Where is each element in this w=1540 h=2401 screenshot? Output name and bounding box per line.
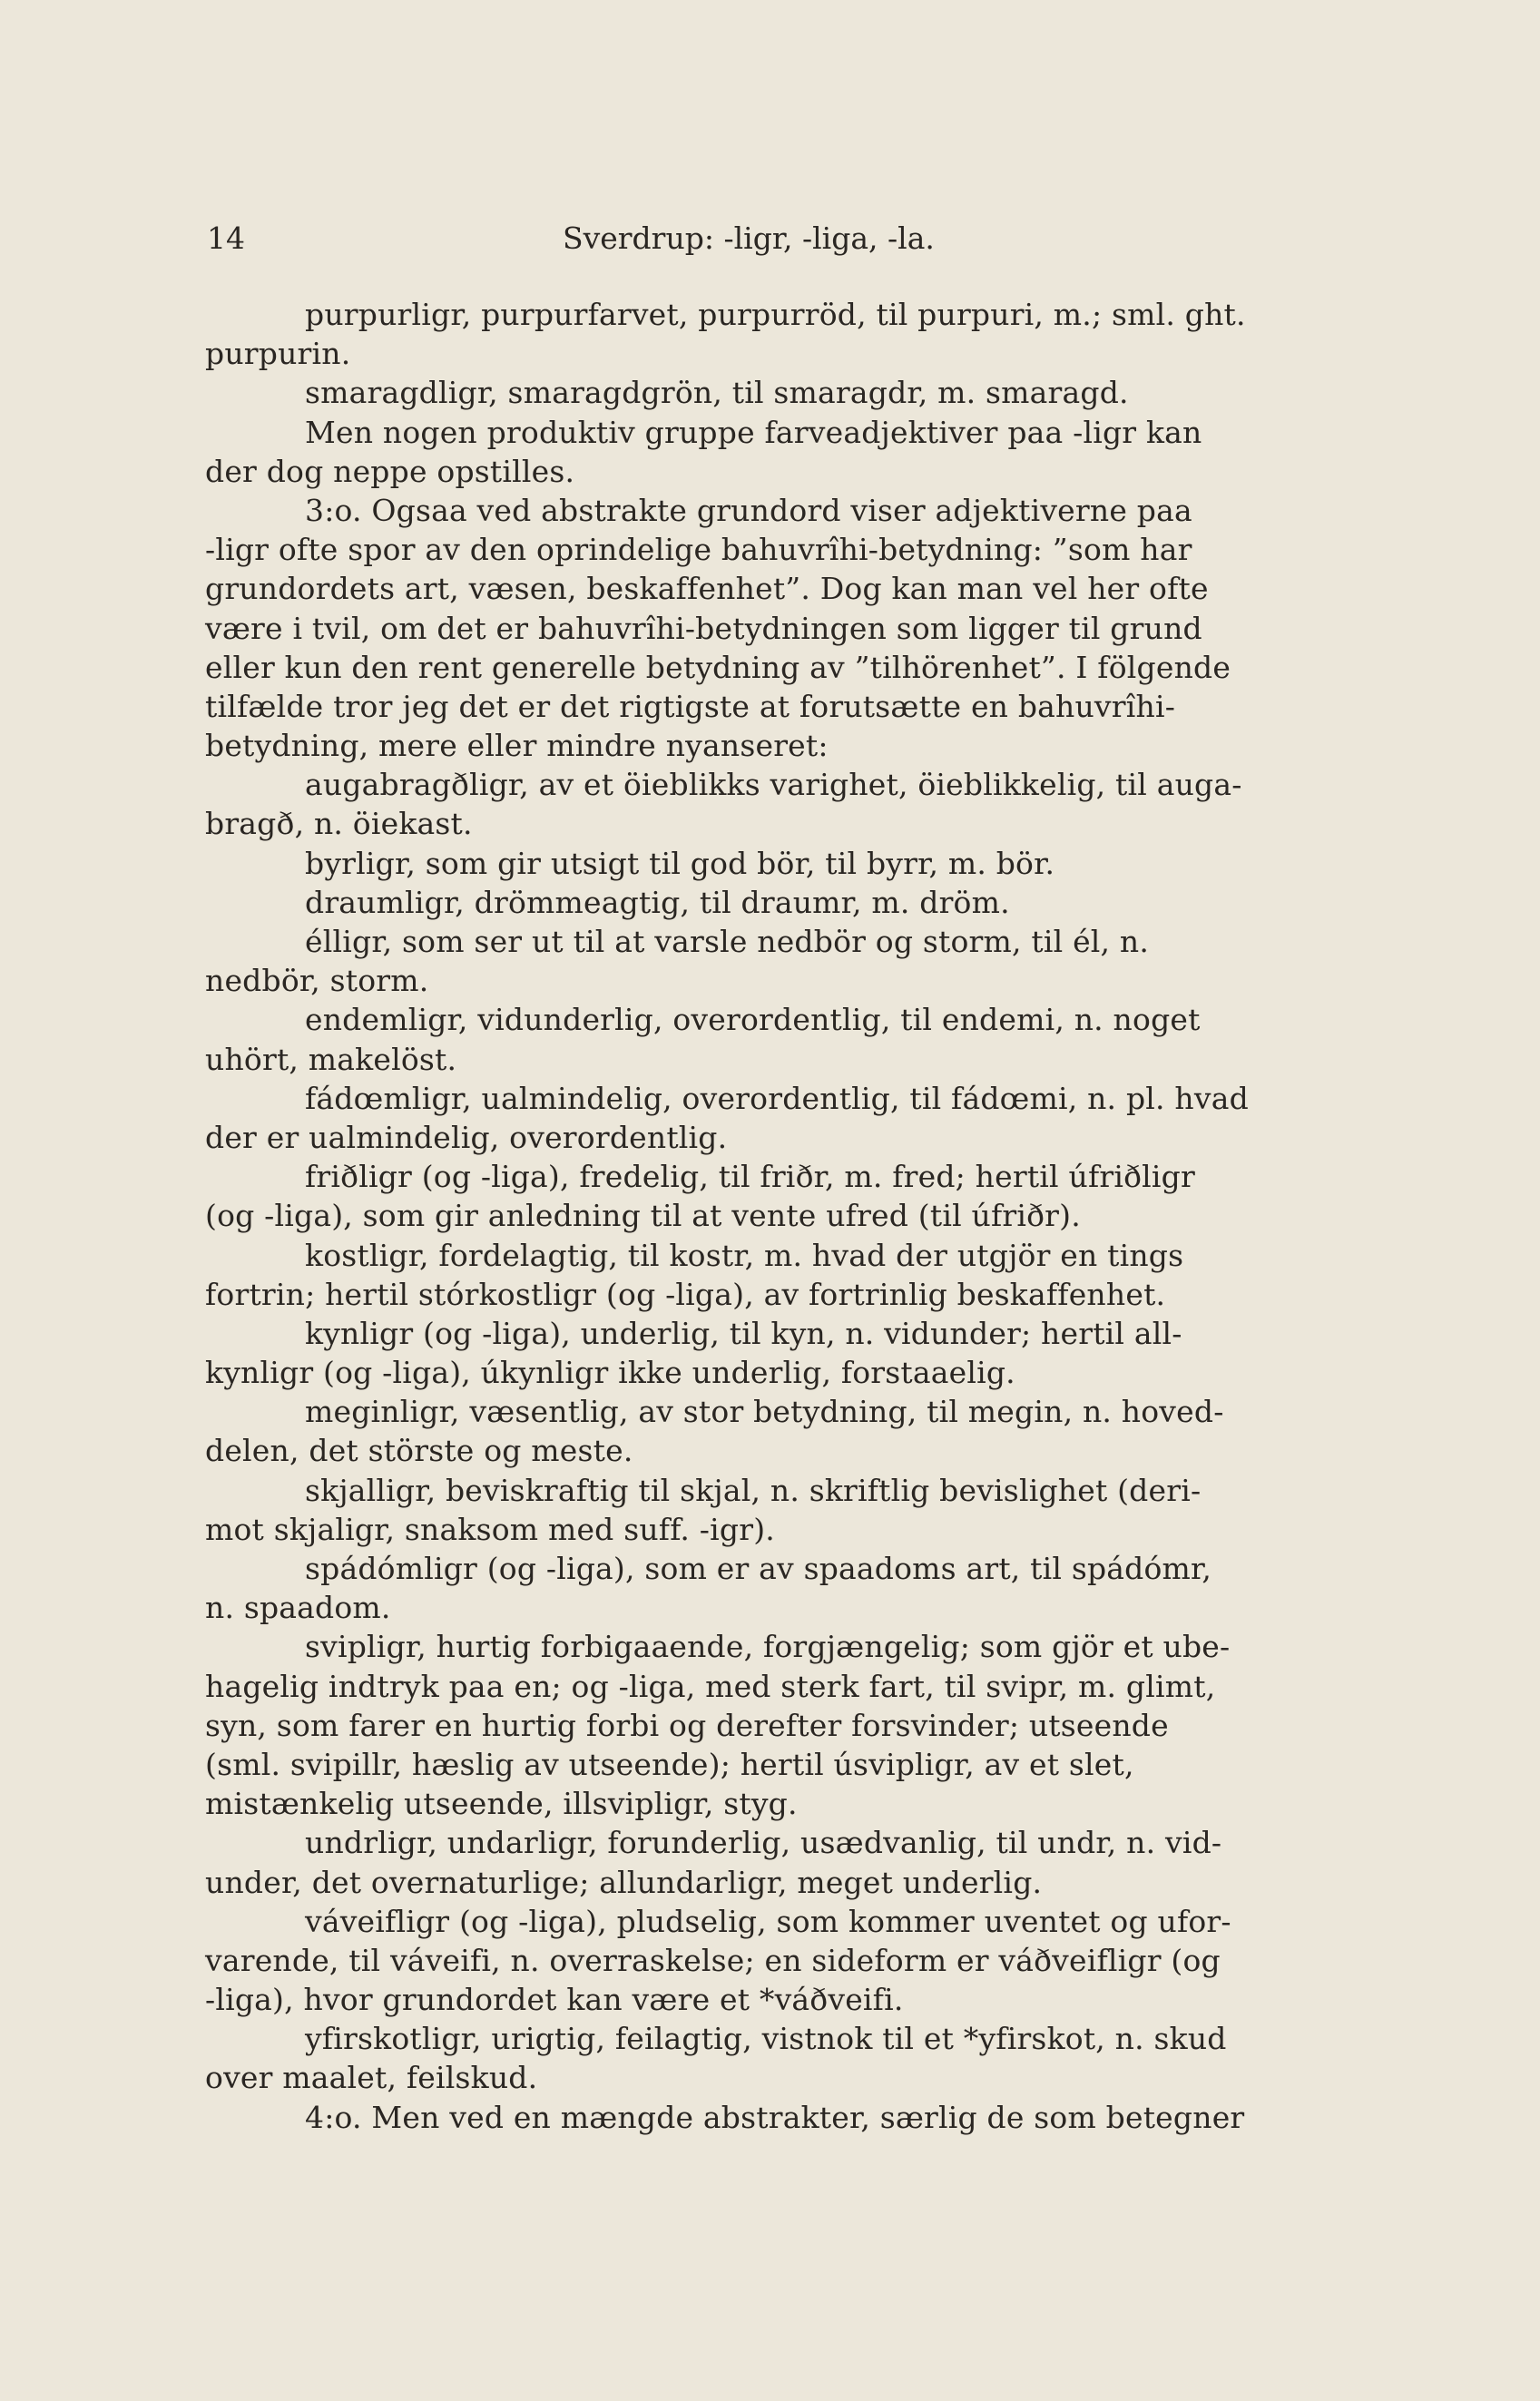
text-line: purpurligr, purpurfarvet, purpurröd, til purpuri, m.; sml. ght.: [305, 297, 1246, 332]
text-line: uhört, makelöst.: [205, 1041, 457, 1077]
text-line: syn, som farer en hurtig forbi og derefter forsvinder; utseende: [205, 1707, 1169, 1743]
text-line: tilfælde tror jeg det er det rigtigste at forutsætte en bahuvrîhi-: [205, 688, 1176, 724]
text-line: augabragðligr, av et öieblikks varighet, öieblikkelig, til auga-: [305, 767, 1242, 803]
text-line: hagelig indtryk paa en; og -liga, med sterk fart, til svipr, m. glimt,: [205, 1668, 1216, 1704]
text-line: -liga), hvor grundordet kan være et *váðveifi.: [205, 1982, 904, 2018]
text-line: endemligr, vidunderlig, overordentlig, til endemi, n. noget: [305, 1002, 1201, 1038]
text-line: fádœmligr, ualmindelig, overordentlig, til fádœmi, n. pl. hvad: [305, 1080, 1249, 1116]
text-line: spádómligr (og -liga), som er av spaadoms art, til spádómr,: [305, 1551, 1212, 1586]
text-line: (og -liga), som gir anledning til at vente ufred (til úfriðr).: [205, 1198, 1081, 1234]
text-line: draumligr, drömmeagtig, til draumr, m. dröm.: [305, 884, 1010, 920]
text-line: betydning, mere eller mindre nyanseret:: [205, 728, 829, 764]
text-line: over maalet, feilskud.: [205, 2060, 538, 2096]
text-line: kynligr (og -liga), úkynligr ikke underlig, forstaaelig.: [205, 1355, 1015, 1391]
text-line: der dog neppe opstilles.: [205, 453, 575, 489]
text-line: friðligr (og -liga), fredelig, til friðr, m. fred; hertil úfriðligr: [305, 1159, 1195, 1195]
text-line: kynligr (og -liga), underlig, til kyn, n. vidunder; hertil all-: [305, 1315, 1182, 1351]
text-line: undrligr, undarligr, forunderlig, usædvanlig, til undr, n. vid-: [305, 1825, 1222, 1861]
text-line: -ligr ofte spor av den oprindelige bahuvrîhi-betydning: ”som har: [205, 532, 1192, 568]
text-line: n. spaadom.: [205, 1590, 391, 1626]
text-line: svipligr, hurtig forbigaaende, forgjængelig; som gjör et ube-: [305, 1629, 1231, 1665]
text-line: varende, til váveifi, n. overraskelse; en sideform er váðveifligr (og: [205, 1942, 1221, 1978]
text-line: kostligr, fordelagtig, til kostr, m. hvad der utgjör en tings: [305, 1237, 1184, 1273]
text-line: yfirskotligr, urigtig, feilagtig, vistnok til et *yfirskot, n. skud: [305, 2021, 1227, 2057]
text-line: mot skjaligr, snaksom med suff. -igr).: [205, 1511, 775, 1547]
text-line: eller kun den rent generelle betydning av ”tilhörenhet”. I fölgende: [205, 649, 1231, 685]
text-line: váveifligr (og -liga), pludselig, som kommer uventet og ufor-: [305, 1903, 1231, 1939]
page-number: 14: [207, 220, 245, 256]
running-head: Sverdrup: -ligr, -liga, -la.: [563, 220, 935, 256]
text-line: élligr, som ser ut til at varsle nedbör og storm, til él, n.: [305, 924, 1150, 959]
text-line: være i tvil, om det er bahuvrîhi-betydningen som ligger til grund: [205, 610, 1202, 646]
text-line: byrligr, som gir utsigt til god bör, til byrr, m. bör.: [305, 845, 1055, 881]
text-line: 4:o. Men ved en mængde abstrakter, særlig de som betegner: [305, 2099, 1245, 2135]
text-line: nedbör, storm.: [205, 963, 429, 999]
text-line: Men nogen produktiv gruppe farveadjektiver paa -ligr kan: [305, 414, 1202, 450]
text-line: der er ualmindelig, overordentlig.: [205, 1119, 728, 1155]
text-line: mistænkelig utseende, illsvipligr, styg.: [205, 1786, 798, 1822]
text-line: delen, det störste og meste.: [205, 1433, 633, 1469]
text-line: grundordets art, væsen, beskaffenhet”. Dog kan man vel her ofte: [205, 571, 1209, 607]
text-line: under, det overnaturlige; allundarligr, meget underlig.: [205, 1864, 1043, 1900]
text-line: bragð, n. öiekast.: [205, 806, 473, 842]
text-line: (sml. svipillr, hæslig av utseende); hertil úsvipligr, av et slet,: [205, 1746, 1134, 1782]
text-line: 3:o. Ogsaa ved abstrakte grundord viser adjektiverne paa: [305, 492, 1192, 528]
text-line: fortrin; hertil stórkostligr (og -liga), av fortrinlig beskaffenhet.: [205, 1276, 1166, 1312]
page-header: [207, 220, 1350, 266]
text-line: meginligr, væsentlig, av stor betydning, til megin, n. hoved-: [305, 1394, 1224, 1430]
text-line: smaragdligr, smaragdgrön, til smaragdr, m. smaragd.: [305, 375, 1129, 411]
text-line: skjalligr, beviskraftig til skjal, n. skriftlig bevislighet (deri-: [305, 1472, 1202, 1508]
text-line: purpurin.: [205, 336, 351, 372]
body-text: [205, 295, 1349, 2137]
